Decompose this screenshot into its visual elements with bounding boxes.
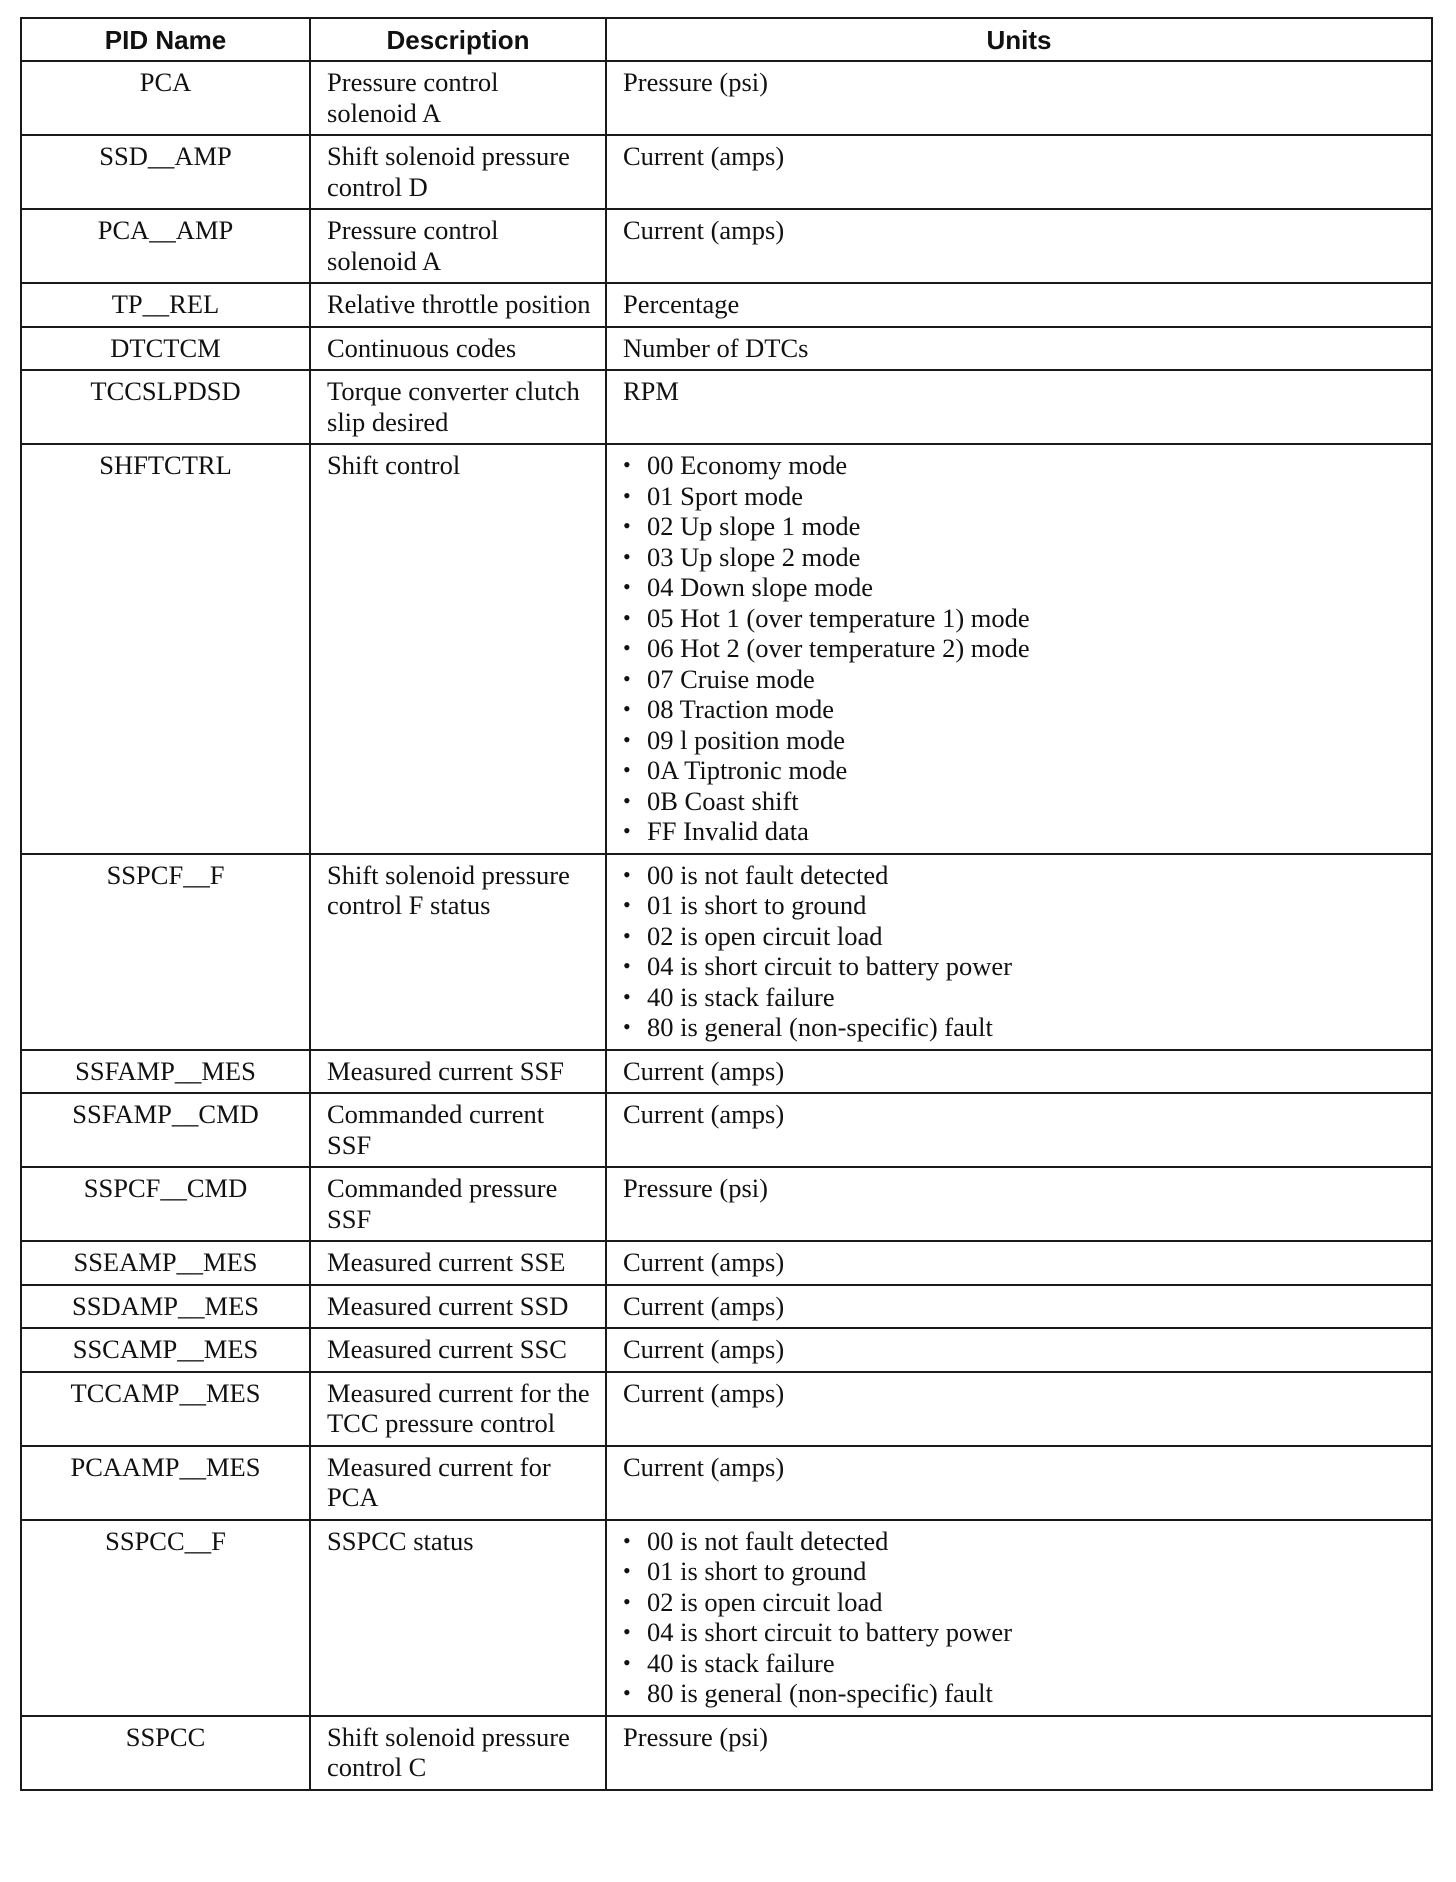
pid-name-cell: SSPCF__F [21,854,310,1050]
table-row [21,283,1432,327]
table-row [21,1520,1432,1716]
pid-name-cell: SSEAMP__MES [21,1241,310,1285]
units-cell: Current (amps) [606,1241,1432,1285]
table-row [21,1167,1432,1241]
table-body [21,61,1432,1790]
pid-name-cell: TP__REL [21,283,310,327]
table-row [21,135,1432,209]
description-cell: Shift control [310,444,606,854]
header-pid-name: PID Name [21,18,310,61]
pid-name-cell: TCCSLPDSD [21,370,310,444]
units-cell: Current (amps) [606,1372,1432,1446]
pid-table [20,17,1433,1791]
table-row [21,1446,1432,1520]
units-list-item: • 08 Traction mode [623,694,1417,725]
table-row [21,327,1432,371]
units-cell [606,444,1432,854]
units-list-item: • 00 Economy mode [623,450,1417,481]
description-cell: SSPCC status [310,1520,606,1716]
units-list-item: • 02 is open circuit load [623,921,1417,952]
description-cell: Measured current SSF [310,1050,606,1094]
description-cell: Commanded pressure SSF [310,1167,606,1241]
units-cell: Current (amps) [606,135,1432,209]
units-list-item: • 0B Coast shift [623,786,1417,817]
units-bullet-list [623,1526,1417,1709]
units-cell: Current (amps) [606,1285,1432,1329]
units-list-item: • FF Invalid data [623,816,1417,847]
units-list-item: • 04 is short circuit to battery power [623,1617,1417,1648]
table-row [21,1241,1432,1285]
pid-name-cell: PCA__AMP [21,209,310,283]
table-row [21,1372,1432,1446]
units-list-item: • 0A Tiptronic mode [623,755,1417,786]
table-row [21,1716,1432,1790]
units-cell: Current (amps) [606,1328,1432,1372]
table-row [21,209,1432,283]
units-list-item: • 02 is open circuit load [623,1587,1417,1618]
units-list-item: • 04 is short circuit to battery power [623,951,1417,982]
pid-name-cell: SHFTCTRL [21,444,310,854]
description-cell: Torque converter clutch slip desired [310,370,606,444]
units-list-item: • 02 Up slope 1 mode [623,511,1417,542]
description-cell: Measured current for PCA [310,1446,606,1520]
pid-name-cell: PCAAMP__MES [21,1446,310,1520]
units-cell: Pressure (psi) [606,1716,1432,1790]
units-list-item: • 40 is stack failure [623,1648,1417,1679]
units-list-item: • 03 Up slope 2 mode [623,542,1417,573]
pid-name-cell: SSCAMP__MES [21,1328,310,1372]
pid-name-cell: DTCTCM [21,327,310,371]
units-list-item: • 01 is short to ground [623,1556,1417,1587]
pid-name-cell: SSFAMP__CMD [21,1093,310,1167]
pid-name-cell: TCCAMP__MES [21,1372,310,1446]
description-cell: Measured current SSD [310,1285,606,1329]
description-cell: Pressure control solenoid A [310,61,606,135]
table-row [21,1050,1432,1094]
pid-name-cell: SSPCC__F [21,1520,310,1716]
header-row [21,18,1432,61]
units-bullet-list [623,450,1417,847]
pid-name-cell: SSFAMP__MES [21,1050,310,1094]
units-list-item: • 05 Hot 1 (over temperature 1) mode [623,603,1417,634]
description-cell: Continuous codes [310,327,606,371]
pid-name-cell: SSPCF__CMD [21,1167,310,1241]
table-row [21,61,1432,135]
table-row [21,370,1432,444]
units-cell: Current (amps) [606,1050,1432,1094]
units-list-item: • 40 is stack failure [623,982,1417,1013]
units-cell: Pressure (psi) [606,1167,1432,1241]
header-units: Units [606,18,1432,61]
description-cell: Shift solenoid pressure control F status [310,854,606,1050]
description-cell: Shift solenoid pressure control D [310,135,606,209]
units-list-item: • 00 is not fault detected [623,1526,1417,1557]
table-row [21,1285,1432,1329]
units-list-item: • 01 Sport mode [623,481,1417,512]
description-cell: Measured current SSE [310,1241,606,1285]
description-cell: Pressure control solenoid A [310,209,606,283]
pid-name-cell: PCA [21,61,310,135]
units-list-item: • 04 Down slope mode [623,572,1417,603]
units-cell: Current (amps) [606,1446,1432,1520]
units-cell: Current (amps) [606,209,1432,283]
units-cell: Number of DTCs [606,327,1432,371]
pid-name-cell: SSDAMP__MES [21,1285,310,1329]
units-bullet-list [623,860,1417,1043]
description-cell: Measured current SSC [310,1328,606,1372]
units-list-item: • 06 Hot 2 (over temperature 2) mode [623,633,1417,664]
units-list-item: • 80 is general (non-specific) fault [623,1012,1417,1043]
units-cell: RPM [606,370,1432,444]
pid-name-cell: SSD__AMP [21,135,310,209]
description-cell: Relative throttle position [310,283,606,327]
pid-name-cell: SSPCC [21,1716,310,1790]
units-list-item: • 07 Cruise mode [623,664,1417,695]
table-row [21,854,1432,1050]
description-cell: Shift solenoid pressure control C [310,1716,606,1790]
units-cell [606,854,1432,1050]
units-cell: Pressure (psi) [606,61,1432,135]
table-row [21,444,1432,854]
table-header [21,18,1432,61]
units-list-item: • 01 is short to ground [623,890,1417,921]
units-cell: Percentage [606,283,1432,327]
units-cell: Current (amps) [606,1093,1432,1167]
units-list-item: • 00 is not fault detected [623,860,1417,891]
table-row [21,1093,1432,1167]
description-cell: Measured current for the TCC pressure control [310,1372,606,1446]
description-cell: Commanded current SSF [310,1093,606,1167]
units-list-item: • 80 is general (non-specific) fault [623,1678,1417,1709]
units-cell [606,1520,1432,1716]
header-description: Description [310,18,606,61]
table-row [21,1328,1432,1372]
units-list-item: • 09 l position mode [623,725,1417,756]
